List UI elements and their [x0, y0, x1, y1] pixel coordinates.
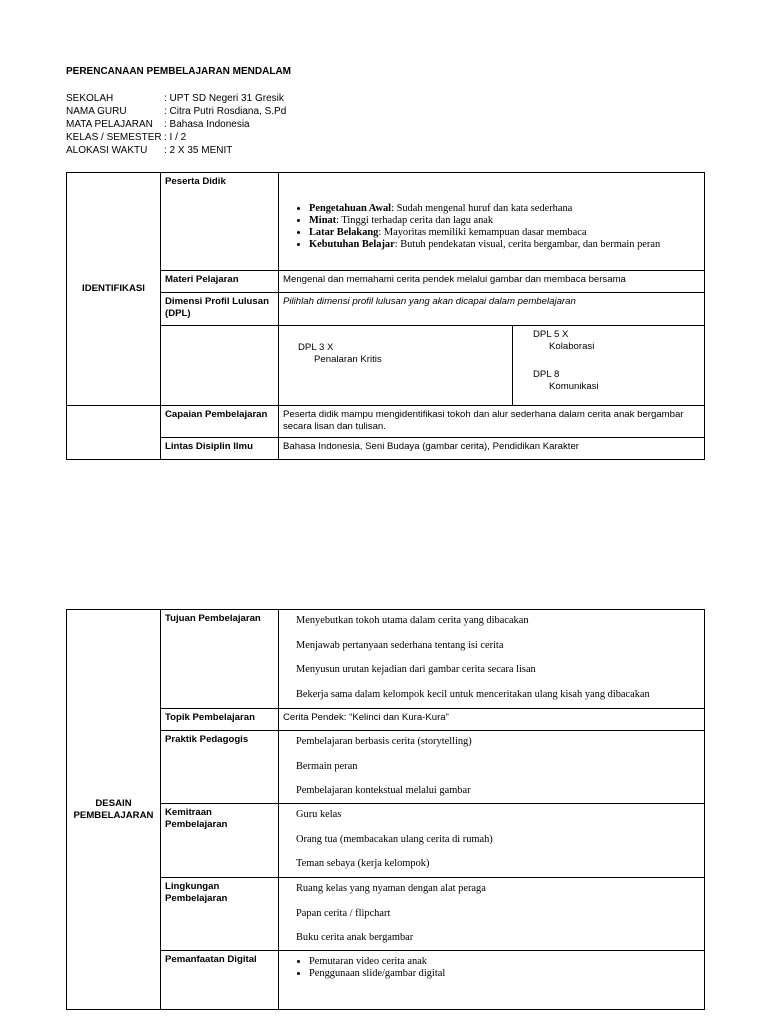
- kemitraan-list: [279, 804, 705, 878]
- lingkungan-label: Lingkungan Pembelajaran: [161, 878, 279, 951]
- meta-key: ALOKASI WAKTU: [66, 145, 148, 156]
- topik-value: Cerita Pendek: “Kelinci dan Kura-Kura”: [279, 709, 705, 731]
- identifikasi-table: [66, 172, 705, 460]
- item-term: Pengetahuan Awal: [309, 203, 392, 214]
- meta-block: [66, 92, 286, 157]
- dpl3-name: Penalaran Kritis: [314, 354, 382, 365]
- list-item: Buku cerita anak bergambar: [296, 932, 414, 943]
- tujuan-list: [279, 610, 705, 709]
- document-title: PERENCANAAN PEMBELAJARAN MENDALAM: [66, 66, 292, 77]
- list-item: Ruang kelas yang nyaman dengan alat peraga: [296, 883, 486, 894]
- capaian-value: Peserta didik mampu mengidentifikasi tokoh dan alur sederhana dalam cerita anak bergambar secara lisan dan tulisan.: [279, 406, 705, 438]
- meta-row: [66, 131, 286, 144]
- dpl-empty-label: [161, 326, 279, 406]
- list-item: Orang tua (membacakan ulang cerita di rumah): [296, 833, 493, 845]
- dpl5-code: DPL 5 X: [533, 329, 569, 340]
- praktik-list: [279, 731, 705, 804]
- list-item: [309, 239, 700, 251]
- materi-label: Materi Pelajaran: [161, 271, 279, 293]
- capaian-label: Capaian Pembelajaran: [161, 406, 279, 438]
- list-item: Menjawab pertanyaan sederhana tentang isi cerita: [296, 639, 504, 651]
- praktik-label: Praktik Pedagogis: [161, 731, 279, 804]
- tujuan-label: Tujuan Pembelajaran: [161, 610, 279, 709]
- meta-value: : Bahasa Indonesia: [164, 119, 250, 130]
- list-item: Menyusun urutan kejadian dari gambar cerita secara lisan: [296, 664, 536, 675]
- topik-label: Topik Pembelajaran: [161, 709, 279, 731]
- item-desc: : Sudah mengenal huruf dan kata sederhana: [391, 203, 573, 214]
- kemitraan-label: Kemitraan Pembelajaran: [161, 804, 279, 878]
- section-empty: [67, 406, 161, 460]
- list-item: • Penggunaan slide/gambar digital: [309, 968, 700, 980]
- meta-row: [66, 118, 286, 131]
- meta-value: : Citra Putri Rosdiana, S.Pd: [164, 106, 287, 117]
- list-item: [309, 203, 700, 215]
- dpl5-name: Kolaborasi: [549, 341, 595, 352]
- dpl-right-cell: [513, 326, 705, 406]
- peserta-didik-list: [283, 203, 700, 251]
- list-item: Bekerja sama dalam kelompok kecil untuk menceritakan ulang kisah yang dibacakan: [296, 688, 650, 700]
- list-item: Pembelajaran kontekstual melalui gambar: [296, 785, 471, 796]
- item-term: Latar Belakang: [309, 227, 379, 238]
- meta-value: : UPT SD Negeri 31 Gresik: [164, 93, 284, 104]
- list-item: Pembelajaran berbasis cerita (storytelling): [296, 736, 472, 747]
- materi-value: Mengenal dan memahami cerita pendek melalui gambar dan membaca bersama: [279, 271, 705, 293]
- digital-cell: [279, 951, 705, 1010]
- item-term: Minat: [309, 215, 337, 226]
- digital-label: Pemanfaatan Digital: [161, 951, 279, 1010]
- lintas-value: Bahasa Indonesia, Seni Budaya (gambar cerita), Pendidikan Karakter: [279, 438, 705, 460]
- digital-list: [283, 956, 700, 980]
- dpl8-name: Komunikasi: [549, 381, 599, 392]
- list-item: [309, 227, 700, 239]
- lintas-label: Lintas Disiplin Ilmu: [161, 438, 279, 460]
- list-item: Teman sebaya (kerja kelompok): [296, 858, 430, 869]
- dpl3-code: DPL 3 X: [298, 342, 334, 353]
- list-item: Guru kelas: [296, 809, 342, 820]
- meta-row: [66, 144, 286, 157]
- peserta-didik-label: Peserta Didik: [161, 173, 279, 271]
- meta-key: SEKOLAH: [66, 93, 114, 104]
- list-item: Menyebutkan tokoh utama dalam cerita yang dibacakan: [296, 615, 529, 626]
- dpl-left-cell: [279, 326, 513, 406]
- dpl-label: Dimensi Profil Lulusan (DPL): [161, 293, 279, 326]
- item-desc: : Butuh pendekatan visual, cerita bergambar, dan bermain peran: [394, 239, 661, 250]
- desain-table: [66, 609, 705, 1010]
- lingkungan-list: [279, 878, 705, 951]
- list-item: • Pemutaran video cerita anak: [309, 956, 700, 968]
- dpl8-code: DPL 8: [533, 369, 560, 380]
- section-identifikasi: IDENTIFIKASI: [67, 173, 161, 406]
- meta-key: NAMA GURU: [66, 106, 127, 117]
- meta-key: MATA PELAJARAN: [66, 119, 153, 130]
- item-term: Kebutuhan Belajar: [309, 239, 395, 250]
- meta-value: : 2 X 35 MENIT: [164, 145, 233, 156]
- section-desain: DESAIN PEMBELAJARAN: [67, 610, 161, 1010]
- meta-row: [66, 92, 286, 105]
- meta-value: : I / 2: [164, 132, 187, 143]
- dpl-hint: Pilihlah dimensi profil lulusan yang akan dicapai dalam pembelajaran: [279, 293, 705, 326]
- item-desc: : Tinggi terhadap cerita dan lagu anak: [336, 215, 494, 226]
- meta-key: KELAS / SEMESTER: [66, 132, 162, 143]
- list-item: Papan cerita / flipchart: [296, 907, 391, 919]
- peserta-didik-cell: [279, 173, 705, 271]
- meta-row: [66, 105, 286, 118]
- item-desc: : Mayoritas memiliki kemampuan dasar membaca: [378, 227, 587, 238]
- list-item: [309, 215, 700, 227]
- list-item: Bermain peran: [296, 760, 358, 772]
